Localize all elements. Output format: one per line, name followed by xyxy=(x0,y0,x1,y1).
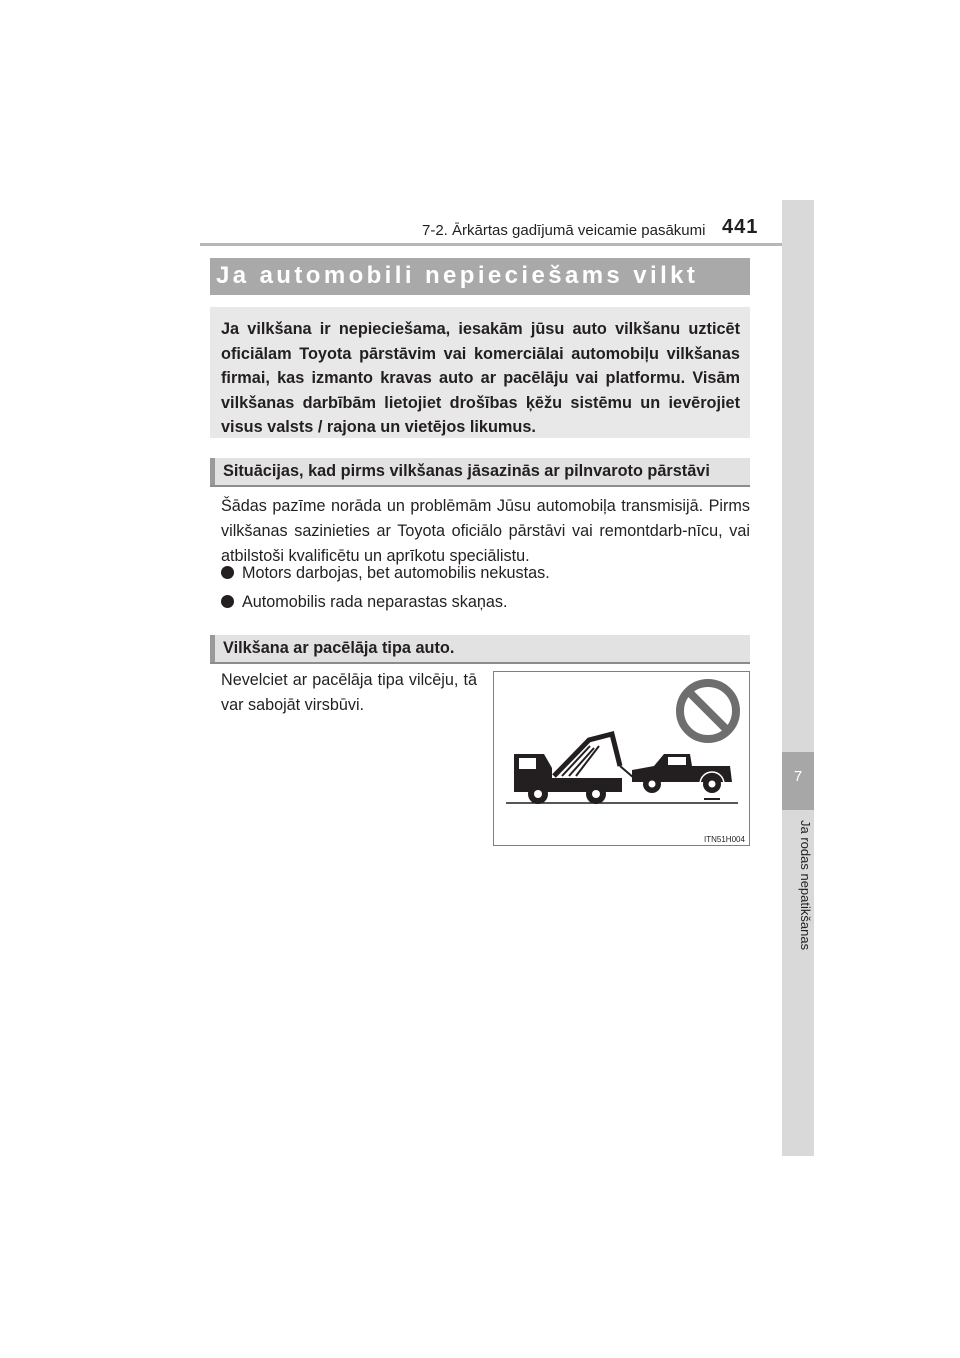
bullet-item xyxy=(221,593,507,612)
tow-truck-icon xyxy=(514,734,634,804)
section-heading-1-text: Situācijas, kad pirms vilkšanas jāsazinās ar pilnvaroto pārstāvi xyxy=(223,462,710,480)
heading-bar xyxy=(210,635,215,662)
towing-illustration xyxy=(493,671,750,846)
section-heading-2 xyxy=(210,635,750,664)
intro-text: Ja vilkšana ir nepieciešama, iesakām jūsu auto vilkšanu uzticēt oficiālam Toyota pārstāvim vai komerciālai automobiļu vilkšanas firmai, kas izmanto kravas auto ar pacēlāju vai platformu. Visām vilkšanas darbībām lietojiet drošības ķēžu sistēmu un ievērojiet visus valsts / rajona un vietējos likumus. xyxy=(221,320,740,437)
page-number: 441 xyxy=(722,216,759,238)
section-heading-2-text: Vilkšana ar pacēlāja tipa auto. xyxy=(223,639,455,657)
main-title: Ja automobili nepieciešams vilkt xyxy=(216,262,699,289)
bullet-text: Automobilis rada neparastas skaņas. xyxy=(242,593,508,611)
header-rule xyxy=(200,243,782,246)
bullet-item xyxy=(221,564,550,583)
section-heading-1 xyxy=(210,458,750,487)
bullet-text: Motors darbojas, bet automobilis nekustas. xyxy=(242,564,550,582)
bullet-icon xyxy=(221,566,234,579)
section1-paragraph: Šādas pazīme norāda un problēmām Jūsu automobiļa transmisijā. Pirms vilkšanas sazinieties ar Toyota oficiālo pārstāvi vai remontdarb-nīcu, vai atbilstoši kvalificētu un aprīkotu speciālistu. xyxy=(221,497,750,565)
section2-paragraph: Nevelciet ar pacēlāja tipa vilcēju, tā var sabojāt virsbūvi. xyxy=(221,671,477,714)
side-tab-top xyxy=(782,200,814,752)
chapter-title: Ja rodas nepatikšanas xyxy=(798,820,813,951)
chapter-number: 7 xyxy=(793,768,803,785)
section-header: 7-2. Ārkārtas gadījumā veicamie pasākumi xyxy=(422,222,706,239)
bullet-icon xyxy=(221,595,234,608)
figure-code: ITN51H004 xyxy=(704,835,745,844)
heading-bar xyxy=(210,458,215,485)
prohibition-icon xyxy=(680,683,736,739)
